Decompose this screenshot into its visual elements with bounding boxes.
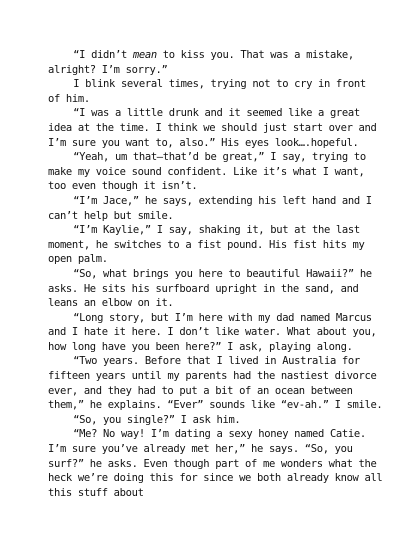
paragraph: “So, you single?” I ask him. bbox=[73, 413, 241, 426]
emphasis: mean bbox=[132, 49, 157, 61]
paragraph: “Me? No way! I’m dating a sexy honey named Catie. I’m sure you’ve already met her,” he says. “So, you surf?” he asks. Even though part of me wonders what the heck we’re doing this for since we both already know all this stuff about bbox=[48, 428, 383, 499]
paragraph: “I’m Kaylie,” I say, shaking it, but at the last moment, he switches to a fist pound. His fist hits my open palm. bbox=[48, 224, 365, 266]
paragraph: “I was a little drunk and it seemed like a great idea at the time. I think we should just start over and I’m sure you want to, also.” His eyes look….hopeful. bbox=[48, 107, 377, 149]
page-text bbox=[48, 48, 383, 500]
paragraph: “I didn’t mean to kiss you. That was a mistake, alright? I’m sorry.” bbox=[48, 49, 354, 76]
paragraph: “Two years. Before that I lived in Australia for fifteen years until my parents had the nastiest divorce ever, and they had to put a bit of an ocean between them,” he explains. “Ever” sounds like “ev-ah.” I smile. bbox=[48, 355, 383, 412]
paragraph: “So, what brings you here to beautiful Hawaii?” he asks. He sits his surfboard upright in the sand, and leans an elbow on it. bbox=[48, 267, 372, 310]
paragraph: “I’m Jace,” he says, extending his left hand and I can’t help but smile. bbox=[48, 194, 372, 222]
paragraph: “Yeah, um that—that’d be great,” I say, trying to make my voice sound confident. Like it’s what I want, too even though it isn’t. bbox=[48, 151, 366, 193]
paragraph: I blink several times, trying not to cry in front of him. bbox=[48, 78, 366, 105]
paragraph: “Long story, but I’m here with my dad named Marcus and I hate it here. I don’t like water. What about you, how long have you been here?” I ask, playing along. bbox=[48, 311, 377, 353]
